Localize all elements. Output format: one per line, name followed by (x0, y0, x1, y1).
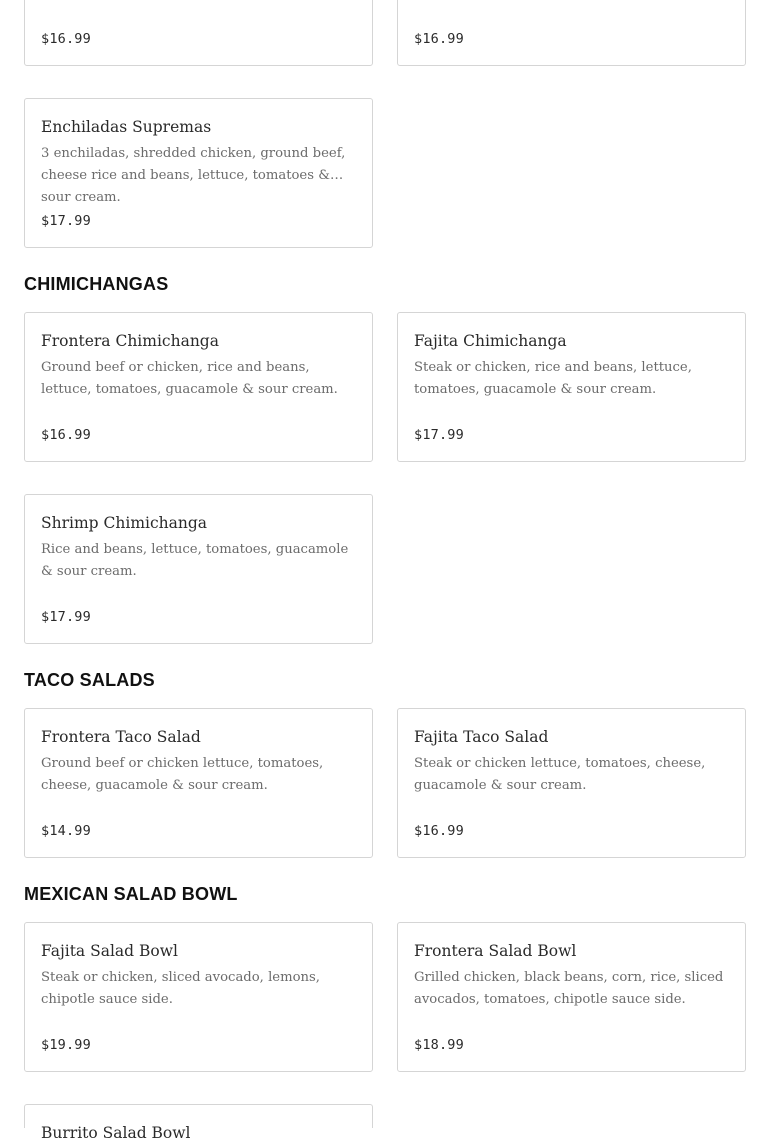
menu-item-price: $16.99 (41, 427, 91, 443)
menu-item-card[interactable] (397, 922, 746, 1072)
menu-item-card[interactable] (24, 922, 373, 1072)
menu-item-card[interactable] (24, 1104, 373, 1142)
menu-item-card[interactable] (24, 708, 373, 858)
section-title-taco-salads: TACO SALADS (24, 670, 155, 690)
menu-item-description: Grilled chicken, black beans, corn, rice, sliced avocados, tomatoes, chipotle sauce side. (414, 970, 724, 1007)
menu-item-name: Fajita Taco Salad (414, 728, 549, 746)
menu-item-card[interactable] (397, 708, 746, 858)
menu-item-description: Ground beef or chicken lettuce, tomatoes, cheese, guacamole & sour cream. (41, 756, 324, 793)
menu-item-description: Steak or chicken, sliced avocado, lemons, chipotle sauce side. (41, 970, 320, 1007)
section-title-chimichangas: CHIMICHANGAS (24, 274, 169, 294)
menu-item-name: Frontera Chimichanga (41, 332, 219, 350)
menu-item-price: $17.99 (41, 213, 91, 229)
menu-item-price: $16.99 (41, 31, 91, 47)
menu-item-card[interactable] (24, 98, 373, 248)
menu-item-name: Burrito Salad Bowl (41, 1124, 191, 1142)
menu-item-name: Enchiladas Supremas (41, 118, 212, 136)
menu-item-card[interactable] (24, 494, 373, 644)
menu-item-description: 3 enchiladas, shredded chicken, ground beef, cheese rice and beans, lettuce, tomatoes & sour cream. (41, 146, 346, 205)
menu-item-card[interactable] (24, 312, 373, 462)
menu-item-card[interactable] (24, 0, 373, 66)
menu-item-price: $14.99 (41, 823, 91, 839)
section-title-mexican-salad-bowl: MEXICAN SALAD BOWL (24, 884, 238, 904)
menu-item-name: Frontera Taco Salad (41, 728, 201, 746)
menu-item-card[interactable] (397, 312, 746, 462)
menu-item-description: Ground beef or chicken, rice and beans, lettuce, tomatoes, guacamole & sour cream. (41, 360, 338, 397)
menu-item-price: $17.99 (41, 609, 91, 625)
menu-item-card[interactable] (397, 0, 746, 66)
menu-item-price: $16.99 (414, 823, 464, 839)
menu-item-name: Fajita Chimichanga (414, 332, 567, 350)
menu-item-price: $16.99 (414, 31, 464, 47)
menu-item-price: $18.99 (414, 1037, 464, 1053)
menu-item-price: $17.99 (414, 427, 464, 443)
menu-item-name: Shrimp Chimichanga (41, 514, 208, 532)
menu-item-price: $19.99 (41, 1037, 91, 1053)
menu-item-name: Frontera Salad Bowl (414, 942, 577, 960)
menu-item-description: Steak or chicken, rice and beans, lettuce, tomatoes, guacamole & sour cream. (414, 360, 692, 397)
menu-item-name: Fajita Salad Bowl (41, 942, 178, 960)
menu-item-description: Steak or chicken lettuce, tomatoes, cheese, guacamole & sour cream. (414, 756, 706, 793)
menu-item-description: Rice and beans, lettuce, tomatoes, guacamole & sour cream. (41, 542, 349, 579)
